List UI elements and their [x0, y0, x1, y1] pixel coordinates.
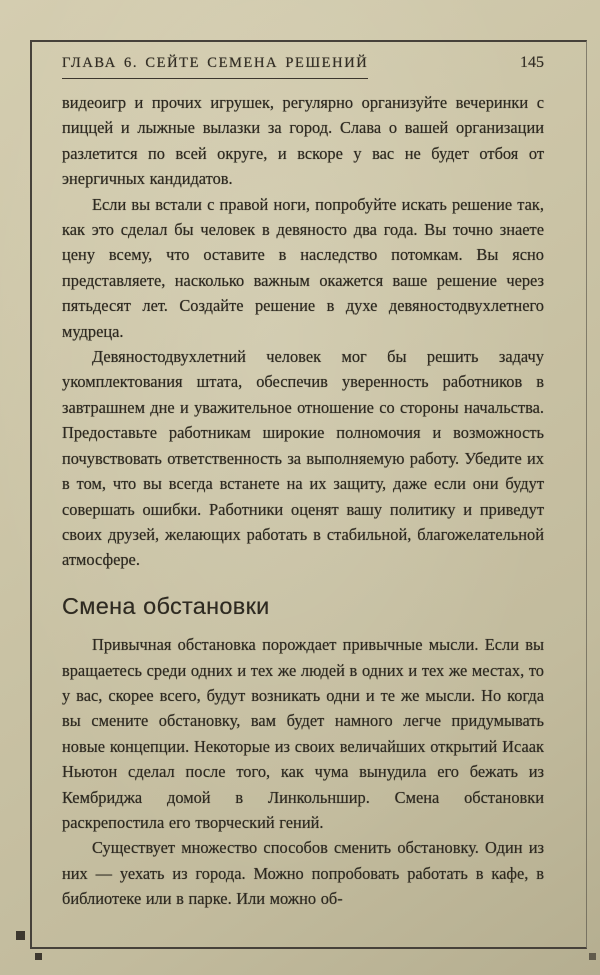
paragraph: Если вы встали с правой ноги, попробуйте искать решение так, как это сделал бы человек в девяносто два года. Вы точно знаете цену всему, что оставите в наследство потомкам. Вы ясно представляете, насколько важным окажется ваше решение через пятьдесят лет. Создайте решение в духе девяностодвухлетнего мудреца. [62, 194, 544, 341]
paragraph: Девяностодвухлетний человек мог бы решить задачу укомплектования штата, обеспечив уверенность работников в завтрашнем дне и уважительное отношение со стороны начальства. Предоставьте работникам широкие полномочия и возможность почувствовать ответственность за выполняемую работу. Убедите их в том, что вы всегда встанете на их защиту, даже если они будут совершать ошибки. Работники оценят вашу политику и приведут своих друзей, желающих работать в стабильной, благожелательной атмосфере. [62, 347, 544, 570]
running-header [62, 54, 544, 79]
body-text [62, 90, 544, 912]
page-number: 145 [520, 54, 544, 71]
paragraph: Существует множество способов сменить обстановку. Один из них — уехать из города. Можно попробовать работать в кафе, в библиотеке или в парке. Или можно об- [62, 838, 544, 909]
section-heading: Смена обстановки [62, 592, 270, 619]
corner-ornament-bottom-left-outer [16, 931, 25, 940]
chapter-title: ГЛАВА 6. СЕЙТЕ СЕМЕНА РЕШЕНИЙ [62, 55, 368, 79]
corner-ornament-bottom-right [589, 953, 596, 960]
paragraph: видеоигр и прочих игрушек, регулярно организуйте вечеринки с пиццей и лыжные вылазки за город. Слава о вашей организации разлетится по всей округе, и вскоре у вас не будет отбоя от энергичных кандидатов. [62, 93, 544, 189]
corner-ornament-bottom-left-inner [35, 953, 42, 960]
paragraph: Привычная обстановка порождает привычные мысли. Если вы вращаетесь среди одних и тех же людей в одних и тех же местах, то у вас, скорее всего, будут возникать одни и те же мысли. Но когда вы смените обстановку, вам будет намного легче придумывать новые концепции. Некоторые из своих величайших открытий Исаак Ньютон сделал после того, как чума вынудила его бежать из Кембриджа домой в Линкольншир. Смена обстановки раскрепостила его творческий гений. [62, 635, 544, 832]
